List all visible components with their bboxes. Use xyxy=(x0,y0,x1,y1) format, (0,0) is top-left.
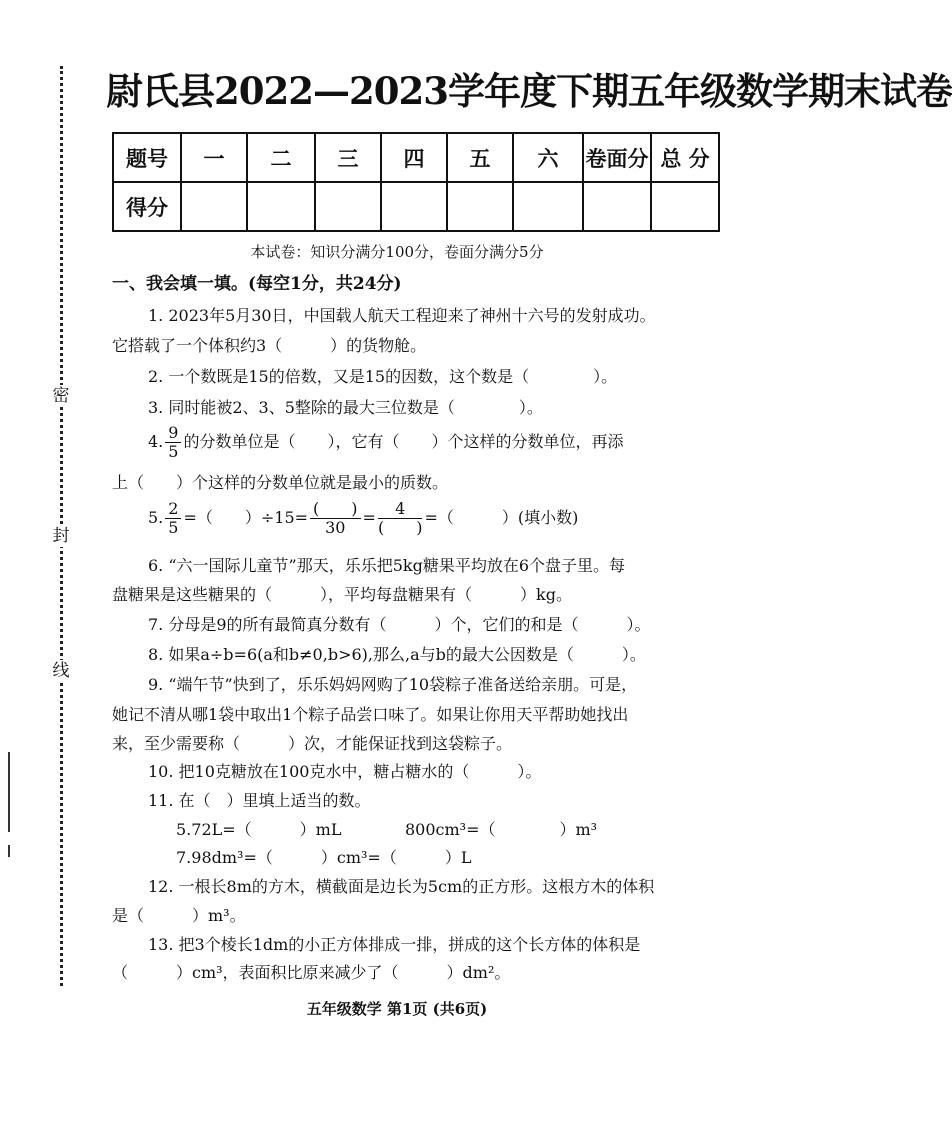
question-text: 的分数单位是（ ），它有（ ）个这样的分数单位，再添 xyxy=(183,432,624,451)
scan-mark xyxy=(8,752,10,832)
table-header-cell: 一 xyxy=(181,133,247,182)
question-12-line1: 12. 一根长8m的方木，横截面是边长为5cm的正方形。这根方木的体积 xyxy=(148,877,655,896)
fraction xyxy=(310,500,361,537)
score-row-label: 得分 xyxy=(113,182,181,231)
page-title: 尉氏县2022—2023学年度下期五年级数学期末试卷 xyxy=(106,69,952,113)
question-11: 11. 在（ ）里填上适当的数。 xyxy=(148,791,371,810)
scan-mark xyxy=(8,845,10,857)
fraction xyxy=(378,500,423,537)
question-7: 7. 分母是9的所有最简真分数有（ ）个，它们的和是（ ）。 xyxy=(148,615,651,634)
page-footer: 五年级数学 第1页 (共6页) xyxy=(306,1000,488,1018)
question-text: =（ ）(填小数) xyxy=(424,508,579,527)
question-11a: 5.72L=（ ）mL xyxy=(176,820,342,839)
fraction-denominator: 30 xyxy=(325,518,346,537)
score-cell[interactable] xyxy=(651,182,719,231)
section-heading: 一、我会填一填。(每空1分，共24分) xyxy=(112,274,402,294)
question-number: 5. xyxy=(148,508,164,527)
question-9-line1: 9. “端午节”快到了，乐乐妈妈网购了10袋粽子准备送给亲朋。可是， xyxy=(148,675,638,694)
equals-sign: = xyxy=(362,508,376,527)
question-4-line1 xyxy=(148,424,623,461)
score-note: 本试卷：知识分满分100分，卷面分满分5分 xyxy=(250,243,544,261)
question-10: 10. 把10克糖放在100克水中，糖占糖水的（ ）。 xyxy=(148,762,542,781)
margin-char-feng: 封 xyxy=(50,525,72,547)
question-number: 4. xyxy=(148,432,164,451)
table-row xyxy=(113,133,719,182)
question-9-line2: 她记不清从哪1袋中取出1个粽子品尝口味了。如果让你用天平帮助她找出 xyxy=(112,705,629,724)
score-cell[interactable] xyxy=(181,182,247,231)
fraction-denominator: 5 xyxy=(168,442,179,461)
question-11b: 800cm³=（ ）m³ xyxy=(405,820,598,839)
question-12-line2: 是（ ）m³。 xyxy=(112,906,246,925)
table-row xyxy=(113,182,719,231)
table-header-cell: 五 xyxy=(447,133,513,182)
table-header-cell: 四 xyxy=(381,133,447,182)
fraction-numerator: 4 xyxy=(378,500,423,519)
score-cell[interactable] xyxy=(315,182,381,231)
question-6-line2: 盘糖果是这些糖果的（ ），平均每盘糖果有（ ）kg。 xyxy=(112,585,572,604)
fraction-denominator: 5 xyxy=(168,518,179,537)
score-cell[interactable] xyxy=(583,182,651,231)
question-8: 8. 如果a÷b=6(a和b≠0,b>6),那么,a与b的最大公因数是（ ）。 xyxy=(148,645,646,664)
score-cell[interactable] xyxy=(381,182,447,231)
question-5 xyxy=(148,500,578,537)
table-header-cell: 卷面分 xyxy=(583,133,651,182)
question-4-line2: 上（ ）个这样的分数单位就是最小的质数。 xyxy=(112,473,449,492)
score-table xyxy=(112,132,720,232)
table-header-cell: 题号 xyxy=(113,133,181,182)
question-9-line3: 来，至少需要称（ ）次，才能保证找到这袋粽子。 xyxy=(112,734,513,753)
fraction-numerator: ( ) xyxy=(310,500,361,519)
fraction-denominator: ( ) xyxy=(377,518,423,537)
question-11c: 7.98dm³=（ ）cm³=（ ）L xyxy=(176,848,472,867)
fraction-numerator: 2 xyxy=(165,500,181,519)
margin-char-mi: 密 xyxy=(50,385,72,407)
table-header-cell: 三 xyxy=(315,133,381,182)
question-6-line1: 6. “六一国际儿童节”那天，乐乐把5kg糖果平均放在6个盘子里。每 xyxy=(148,556,626,575)
question-2: 2. 一个数既是15的倍数，又是15的因数，这个数是（ ）。 xyxy=(148,367,618,386)
score-cell[interactable] xyxy=(513,182,583,231)
question-13-line1: 13. 把3个棱长1dm的小正方体排成一排，拼成的这个长方体的体积是 xyxy=(148,935,641,954)
score-cell[interactable] xyxy=(247,182,315,231)
table-header-cell: 二 xyxy=(247,133,315,182)
question-13-line2: （ ）cm³，表面积比原来减少了（ ）dm²。 xyxy=(112,963,511,982)
margin-char-xian: 线 xyxy=(50,660,72,682)
table-header-cell: 六 xyxy=(513,133,583,182)
question-1-line2: 它搭载了一个体积约3（ ）的货物舱。 xyxy=(112,336,427,355)
fraction-numerator: 9 xyxy=(165,424,181,443)
score-cell[interactable] xyxy=(447,182,513,231)
question-text: =（ ）÷15= xyxy=(183,508,309,527)
question-3: 3. 同时能被2、3、5整除的最大三位数是（ ）。 xyxy=(148,398,543,417)
fraction xyxy=(165,424,181,461)
question-1-line1: 1. 2023年5月30日，中国载人航天工程迎来了神州十六号的发射成功。 xyxy=(148,306,656,325)
fraction xyxy=(165,500,181,537)
table-header-cell: 总 分 xyxy=(651,133,719,182)
